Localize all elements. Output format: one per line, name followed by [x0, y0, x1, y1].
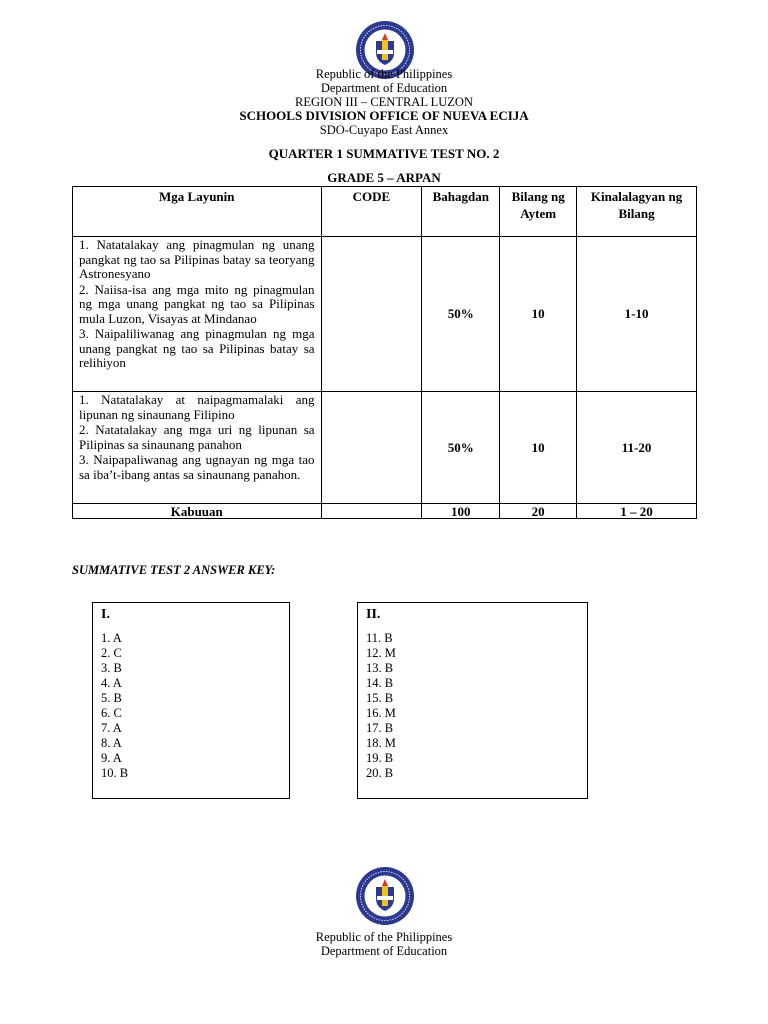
test-title: QUARTER 1 SUMMATIVE TEST NO. 2 [268, 146, 500, 161]
header-placement: Kinalalagyan ng Bilang [577, 187, 697, 237]
letterhead [0, 67, 768, 137]
answer-item: 2. C [101, 646, 122, 660]
table-row [73, 237, 697, 392]
grade-subject: GRADE 5 – ARPAN [327, 170, 441, 185]
total-label: Kabuuan [73, 504, 322, 519]
answer-item: 3. B [101, 661, 122, 675]
answer-key-label: SUMMATIVE TEST 2 ANSWER KEY: [72, 563, 276, 577]
items-cell: 10 [500, 392, 577, 504]
answer-key-part-1 [92, 602, 290, 799]
header-code: CODE [321, 187, 422, 237]
answer-item: 6. C [101, 706, 122, 720]
code-cell [321, 237, 422, 392]
answer-item: 1. A [101, 631, 122, 645]
answer-item: 12. M [366, 646, 396, 660]
footer-department: Department of Education [320, 944, 448, 958]
total-code [321, 504, 422, 519]
total-percent: 100 [422, 504, 500, 519]
items-cell: 10 [500, 237, 577, 392]
footer-letterhead [0, 930, 768, 958]
answer-item: 11. B [366, 631, 393, 645]
letterhead-division: SCHOOLS DIVISION OFFICE OF NUEVA ECIJA [239, 108, 529, 123]
deped-seal-icon [355, 866, 415, 926]
answer-item: 16. M [366, 706, 396, 720]
answer-list [101, 631, 281, 781]
answer-key-part-title: I. [101, 607, 110, 622]
answer-item: 4. A [101, 676, 122, 690]
header-items: Bilang ng Aytem [500, 187, 577, 237]
placement-cell: 11-20 [577, 392, 697, 504]
header-objectives: Mga Layunin [73, 187, 322, 237]
total-placement: 1 – 20 [577, 504, 697, 519]
answer-item: 8. A [101, 736, 122, 750]
table-row [73, 392, 697, 504]
code-cell [321, 392, 422, 504]
objective-item: 2. Naiisa-isa ang mga mito ng pinagmulan ng mga unang pangkat ng tao sa Pilipinas mula Luzon, Visayas at Mindanao [79, 281, 315, 326]
table-total-row [73, 504, 697, 519]
table-of-specifications [72, 186, 697, 519]
placement-cell: 1-10 [577, 237, 697, 392]
letterhead-school: SDO-Cuyapo East Annex [319, 123, 449, 137]
total-items: 20 [500, 504, 577, 519]
answer-item: 20. B [366, 766, 394, 780]
answer-list [366, 631, 579, 781]
table-header-row [73, 187, 697, 237]
header-percent: Bahagdan [422, 187, 500, 237]
percent-cell: 50% [422, 237, 500, 392]
objectives-cell [73, 237, 322, 392]
objective-item: 1. Natatalakay at naipagmamalaki ang lipunan ng sinaunang Filipino [79, 392, 315, 422]
percent-cell: 50% [422, 392, 500, 504]
answer-item: 14. B [366, 676, 394, 690]
objective-item: 3. Naipapaliwanag ang ugnayan ng mga tao sa iba’t-ibang antas sa sinaunang panahon. [79, 452, 315, 482]
letterhead-department: Department of Education [320, 81, 448, 95]
answer-item: 13. B [366, 661, 394, 675]
answer-item: 15. B [366, 691, 394, 705]
answer-item: 5. B [101, 691, 122, 705]
objective-item: 2. Natatalakay ang mga uri ng lipunan sa Pilipinas sa sinaunang panahon [79, 422, 315, 452]
answer-item: 18. M [366, 736, 396, 750]
answer-item: 9. A [101, 751, 122, 765]
objective-item: 1. Natatalakay ang pinagmulan ng unang pangkat ng tao sa Pilipinas batay sa teoryang Astronesyano [79, 237, 315, 281]
footer-country: Republic of the Philippines [315, 930, 453, 944]
answer-item: 10. B [101, 766, 129, 780]
objective-item: 3. Naipaliliwanag ang pinagmulan ng mga unang pangkat ng tao sa Pilipinas batay sa relihiyon [79, 326, 315, 370]
letterhead-country: Republic of the Philippines [315, 67, 453, 81]
answer-key-part-title: II. [366, 607, 381, 622]
objectives-cell [73, 392, 322, 504]
letterhead-region: REGION III – CENTRAL LUZON [295, 95, 473, 109]
answer-key-part-2 [357, 602, 588, 799]
answer-item: 19. B [366, 751, 394, 765]
answer-item: 7. A [101, 721, 122, 735]
answer-item: 17. B [366, 721, 394, 735]
